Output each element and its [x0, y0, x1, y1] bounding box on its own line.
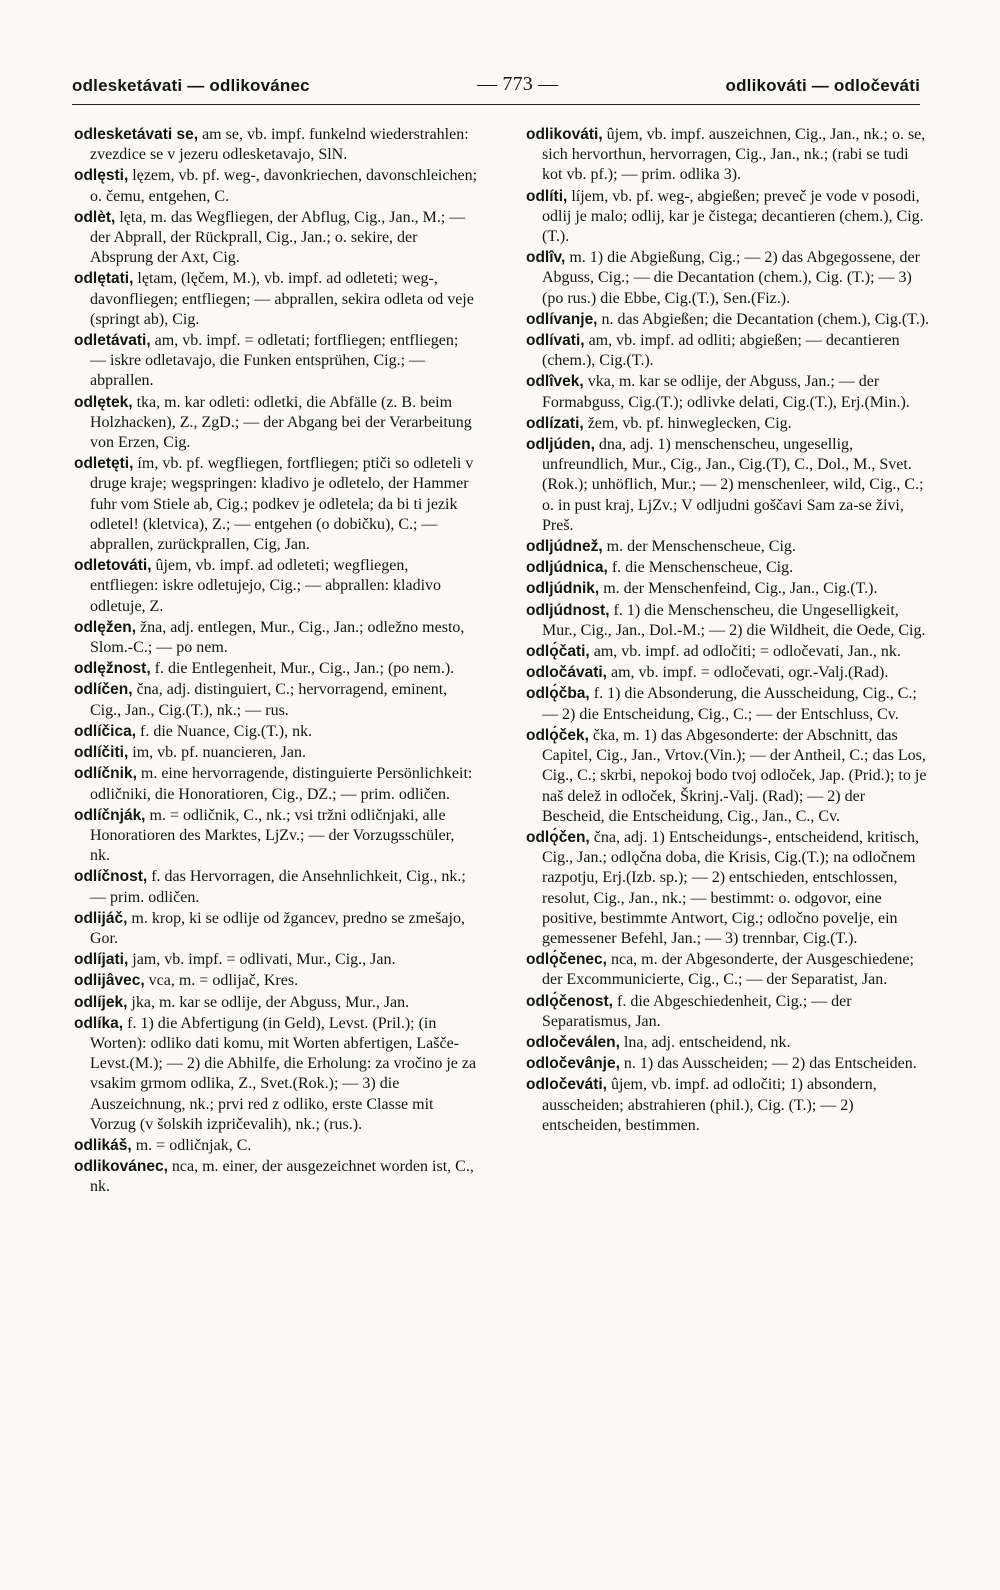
entry-headword: odletávati, — [74, 332, 151, 350]
dictionary-entry — [74, 764, 478, 804]
entry-headword: odlíčnost, — [74, 868, 148, 886]
dictionary-entry — [526, 558, 930, 578]
entry-headword: odlíjek, — [74, 993, 128, 1011]
entry-definition: n. das Abgießen; die Decantation (chem.), Cig.(T.). — [597, 310, 930, 328]
entry-definition: f. 1) die Abfertigung (in Geld), Levst. (Pril.); (in Worten): odliko dati komu, mit Worten abfertigen, Lašče-Levst.(M.); — 2) die Abhilfe, die Erholung: za vročino je za vsakim grmom odlika, Z., Svet.(Rok.); — 3) die Auszeichnung, nk.; prvi red z odliko, erste Classe mit Vorzug (v šolskih izpričevalih), nk.; (rus.). — [90, 1014, 477, 1133]
dictionary-entry — [74, 971, 478, 991]
entry-headword: odlǫ́čen, — [526, 828, 590, 846]
entry-headword: odlíčiti, — [74, 744, 129, 762]
dictionary-entry — [74, 722, 478, 742]
entry-definition: žem, vb. pf. hinwegleckеn, Cig. — [583, 414, 792, 432]
dictionary-entry — [74, 806, 478, 867]
entry-definition: m. eine hervorragende, distinguierte Persönlichkeit: odličniki, die Honoratioren, Cig., DZ.; — prim. odličen. — [90, 765, 473, 803]
entry-definition: am se, vb. impf. funkelnd wiederstrahlen: zvezdice se v jezeru odlesketavajo, SlN. — [90, 126, 469, 164]
dictionary-entry — [526, 248, 930, 309]
entry-headword: odljúdnica, — [526, 559, 608, 577]
dictionary-entry — [74, 1157, 478, 1197]
entry-headword: odlǫ́čenost, — [526, 992, 613, 1010]
entry-headword: odletęti, — [74, 455, 134, 473]
dictionary-entry — [74, 393, 478, 454]
header-left-range: odlesketávati — odlikovánec — [72, 76, 310, 95]
dictionary-entry — [526, 125, 930, 186]
entry-headword: odlǫ́čati, — [526, 643, 590, 661]
entry-headword: odletováti, — [74, 557, 152, 575]
dictionary-entry — [526, 601, 930, 641]
dictionary-entry — [526, 828, 930, 949]
entry-definition: lętam, (lęčem, M.), vb. impf. ad odleteti; weg-, davonfliegen; entfliegen; — abprallen, sekira odleta od veje (springt ab), Cig. — [90, 270, 474, 328]
entry-definition: vka, m. kar se odlije, der Abguss, Jan.; — der Formabguss, Cig.(T.); odlivke delati, Cig.(T.), Erj.(Min.). — [542, 373, 910, 411]
entry-headword: odlętek, — [74, 393, 133, 411]
entry-headword: odlívanje, — [526, 310, 598, 328]
entry-headword: odlíka, — [74, 1014, 124, 1032]
dictionary-entry — [526, 950, 930, 990]
entry-definition: nca, m. der Abgesonderte, der Ausgeschiedene; der Excommunicierte, Cig., C.; — der Separatist, Jan. — [542, 951, 914, 989]
right-column — [526, 125, 930, 1137]
entry-headword: odlǫ́čba, — [526, 685, 590, 703]
dictionary-entry — [74, 1014, 478, 1135]
dictionary-entry — [74, 867, 478, 907]
entry-headword: odločevânje, — [526, 1055, 620, 1073]
entry-headword: odlíjati, — [74, 951, 129, 969]
entry-definition: am, vb. impf. = odločevati, ogr.-Valj.(Rad). — [606, 664, 889, 682]
dictionary-entry — [526, 684, 930, 724]
entry-definition: čna, adj. distinguiert, C.; hervorragend, eminent, Cig., Jan., Cig.(T.), nk.; — rus. — [90, 681, 448, 719]
dictionary-entry — [526, 642, 930, 662]
entry-headword: odlęžnost, — [74, 660, 151, 678]
left-column — [74, 125, 478, 1199]
entry-definition: f. die Nuance, Cig.(T.), nk. — [136, 722, 313, 740]
entry-definition: am, vb. impf. ad odločiti; = odločevati, Jan., nk. — [589, 643, 901, 661]
entry-headword: odlíčnik, — [74, 765, 137, 783]
entry-definition: jka, m. kar se odlije, der Abguss, Mur., Jan. — [127, 993, 410, 1011]
entry-definition: ûjem, vb. impf. ad odleteti; wegfliegen, entfliegen: iskre odletujejo, Cig.; — abprallen: kladivo odletuje, Z. — [90, 557, 442, 615]
entry-definition: nca, m. einer, der ausgezeichnet worden ist, C., nk. — [90, 1158, 474, 1196]
entry-definition: čka, m. 1) das Abgesonderte: der Abschnitt, das Capitel, Cig., Jan., Vrtov.(Vin.); — der Antheil, C.; das Los, Cig., C.; skrbi, nepokoj bodo tvoj odloček, Jap. (Prid.); to je naš delež in odloček, Škrinj.-Valj. (Rad); — 2) der Bescheid, die Entscheidung, Cig., Jan., C., Cv. — [542, 726, 927, 825]
dictionary-entry — [526, 537, 930, 557]
dictionary-entry — [74, 269, 478, 330]
dictionary-entry — [526, 726, 930, 827]
entry-headword: odlikovánec, — [74, 1158, 168, 1176]
dictionary-entry — [526, 992, 930, 1032]
entry-headword: odlèt, — [74, 208, 116, 226]
dictionary-entry — [526, 331, 930, 371]
entry-headword: odločeváti, — [526, 1076, 607, 1094]
entry-headword: odlízati, — [526, 414, 584, 432]
dictionary-entry — [74, 331, 478, 392]
entry-definition: m. = odličnik, C., nk.; vsi tržni odličnjaki, alle Honoratioren des Marktes, LjZv.; — der Vorzugsschüler, nk. — [90, 806, 455, 865]
entry-definition: lna, adj. entscheidend, nk. — [619, 1033, 791, 1051]
entry-definition: im, vb. pf. nuancieren, Jan. — [128, 744, 306, 762]
dictionary-entry — [526, 579, 930, 599]
running-header — [72, 62, 920, 105]
entry-definition: f. die Entlegenheit, Mur., Cig., Jan.; (po nem.). — [150, 660, 455, 678]
entry-definition: f. die Menschenscheue, Cig. — [607, 559, 794, 577]
entry-definition: ím, vb. pf. wegfliegen, fortfliegen; ptiči so odleteli v druge kraje; wegspringen: kladivo je odletelo, der Hammer fuhr vom Stiele ab, Cig.; podkev je odletela; da bi ti jezik odletel! (kletvica), Z.; — entgehen (o dobičku), C.; — abprallen, zurückprallen, Cig, Jan. — [90, 455, 474, 554]
entry-headword: odlęžen, — [74, 618, 137, 636]
entry-definition: dna, adj. 1) menschenscheu, ungesellig, unfreundlich, Mur., Cig., Jan., Cig.(T), C., Dol., M., Svet.(Rok.); unhöflich, Mur.; — 2) menschenleer, wild, Cig., C.; o. in pust kraj, LjZv.; V odljudni goščavi Sam za-se živi, Preš. — [542, 436, 924, 534]
dictionary-entry — [74, 743, 478, 763]
entry-definition: tka, m. kar odleti: odletki, die Abfälle (z. B. beim Holzhacken), Z., ZgD.; — der Abgang bei der Verarbeitung von Erzen, Cig. — [90, 393, 472, 452]
dictionary-entry — [526, 1054, 930, 1074]
entry-definition: lęzem, vb. pf. weg-, davonkriechen, davonschleichen; o. čemu, entgehen, C. — [90, 167, 478, 205]
entry-definition: m. krop, ki se odlije od žgancev, predno se zmešajo, Gor. — [90, 909, 465, 947]
dictionary-entry — [526, 1033, 930, 1053]
entry-definition: žna, adj. entlegen, Mur., Cig., Jan.; odležno mesto, Slom.-C.; — po nem. — [90, 618, 465, 657]
dictionary-entry — [526, 187, 930, 248]
entry-headword: odlǫ́čenec, — [526, 951, 607, 969]
entry-headword: odljúdnež, — [526, 538, 603, 556]
entry-definition: vca, m. = odlijač, Kres. — [144, 972, 299, 990]
entry-headword: odlívati, — [526, 332, 585, 350]
dictionary-entry — [526, 372, 930, 412]
dictionary-entry — [526, 663, 930, 683]
entry-definition: čna, adj. 1) Entscheidungs-, entscheidend, kritisch, Cig., Jan.; odlǫčna doba, die Krisis, Cig.(T.); na odločnem razpotju, Erj.(Izb. sp.); — 2) entschieden, entschlossen, resolut, Cig., Jan., nk.; — bestimmt: o. odgovor, eine positive, bestimmte Antwort, Cig.; odločno povelje, ein gemessener Befehl, Jan.; — 3) trennbar, Cig.(T.). — [542, 828, 919, 947]
header-right-range: odlikováti — odločeváti — [725, 76, 920, 95]
entry-definition: m. = odličnjak, C. — [131, 1136, 252, 1154]
entry-headword: odlesketávati se, — [74, 126, 199, 143]
dictionary-entry — [74, 618, 478, 658]
entry-definition: ûjem, vb. impf. ad odločiti; 1) absondern, ausscheiden; abstrahieren (phil.), Cig. (T.); — 2) entscheiden, bestimmen. — [542, 1076, 877, 1134]
dictionary-entry — [74, 950, 478, 970]
entry-headword: odljúdnost, — [526, 601, 610, 619]
entry-headword: odločeválen, — [526, 1033, 620, 1051]
entry-headword: odlijâvec, — [74, 972, 145, 990]
entry-definition: m. der Menschenscheue, Cig. — [602, 538, 796, 556]
dictionary-entry — [74, 454, 478, 555]
entry-definition: ûjem, vb. impf. auszeichnen, Cig., Jan., nk.; o. se, sich hervorthun, hervorragen, Cig., Jan., nk.; (rabi se tudi kot vb. pf.); — prim. odlika 3). — [542, 126, 926, 184]
dictionary-entry — [74, 993, 478, 1013]
entry-definition: am, vb. impf. ad odliti; abgießen; — decantieren (chem.), Cig.(T.). — [542, 332, 900, 370]
dictionary-entry — [74, 166, 478, 206]
dictionary-entry — [74, 208, 478, 269]
entry-headword: odločávati, — [526, 664, 607, 682]
entry-headword: odlíčen, — [74, 681, 133, 699]
entry-definition: am, vb. impf. = odletati; fortfliegen; entfliegen; — iskre odletavajo, die Funken entsprühen, Cig.; — abprallen. — [90, 332, 459, 390]
entry-definition: f. die Abgeschiedenheit, Cig.; — der Separatismus, Jan. — [542, 992, 852, 1030]
entry-headword: odlíti, — [526, 187, 568, 205]
dictionary-entry — [526, 435, 930, 536]
entry-headword: odlíčnják, — [74, 806, 146, 824]
entry-headword: odlîv, — [526, 249, 566, 267]
entry-headword: odlęsti, — [74, 167, 129, 185]
entry-headword: odlíčica, — [74, 722, 137, 740]
dictionary-entry — [74, 125, 478, 165]
entry-definition: lęta, m. das Wegfliegen, der Abflug, Cig., Jan., M.; — der Abprall, der Rückprall, Cig., Jan.; o. sekire, der Absprung der Axt, Cig. — [90, 208, 466, 267]
dictionary-entry — [526, 414, 930, 434]
dictionary-entry — [526, 310, 930, 330]
entry-headword: odlǫ́ček, — [526, 726, 589, 744]
entry-headword: odlikáš, — [74, 1136, 132, 1154]
dictionary-entry — [526, 1075, 930, 1136]
entry-definition: f. 1) die Menschenscheu, die Ungeselligkeit, Mur., Cig., Jan., Dol.-M.; — 2) die Wildheit, die Oede, Cig. — [542, 601, 926, 639]
entry-definition: f. das Hervorragen, die Ansehnlichkeit, Cig., nk.; — prim. odličen. — [90, 868, 466, 906]
entry-headword: odlîvek, — [526, 373, 584, 391]
dictionary-entry — [74, 680, 478, 720]
entry-definition: f. 1) die Absonderung, die Ausscheidung, Cig., C.; — 2) die Entscheidung, Cig., C.; — der Entschluss, Cv. — [542, 685, 917, 723]
entry-headword: odljúdnik, — [526, 580, 600, 598]
entry-definition: líjem, vb. pf. weg-, abgießen; preveč je vode v posodi, odlij je malo; odlij, kar je čistega; decantieren (chem.), Cig.(T.). — [542, 187, 924, 246]
entry-definition: n. 1) das Ausscheiden; — 2) das Entscheiden. — [619, 1055, 917, 1073]
entry-definition: m. der Menschenfeind, Cig., Jan., Cig.(T.). — [599, 580, 878, 598]
dictionary-entry — [74, 556, 478, 617]
dictionary-entry — [74, 909, 478, 949]
entry-headword: odlętati, — [74, 270, 134, 288]
dictionary-entry — [74, 659, 478, 679]
dictionary-entry — [74, 1136, 478, 1156]
entry-headword: odljúden, — [526, 436, 595, 454]
entry-definition: m. 1) die Abgießung, Cig.; — 2) das Abgegossene, der Abguss, Cig.; — die Decantation (chem.), Cig. (T.); — 3) (po rus.) die Ebbe, Cig.(T.), Sen.(Fiz.). — [542, 249, 920, 307]
entry-headword: odlijáč, — [74, 909, 128, 927]
page-number: — 773 — — [476, 73, 559, 95]
entry-definition: jam, vb. impf. = odlivati, Mur., Cig., Jan. — [128, 951, 396, 969]
entry-headword: odlikováti, — [526, 126, 603, 143]
